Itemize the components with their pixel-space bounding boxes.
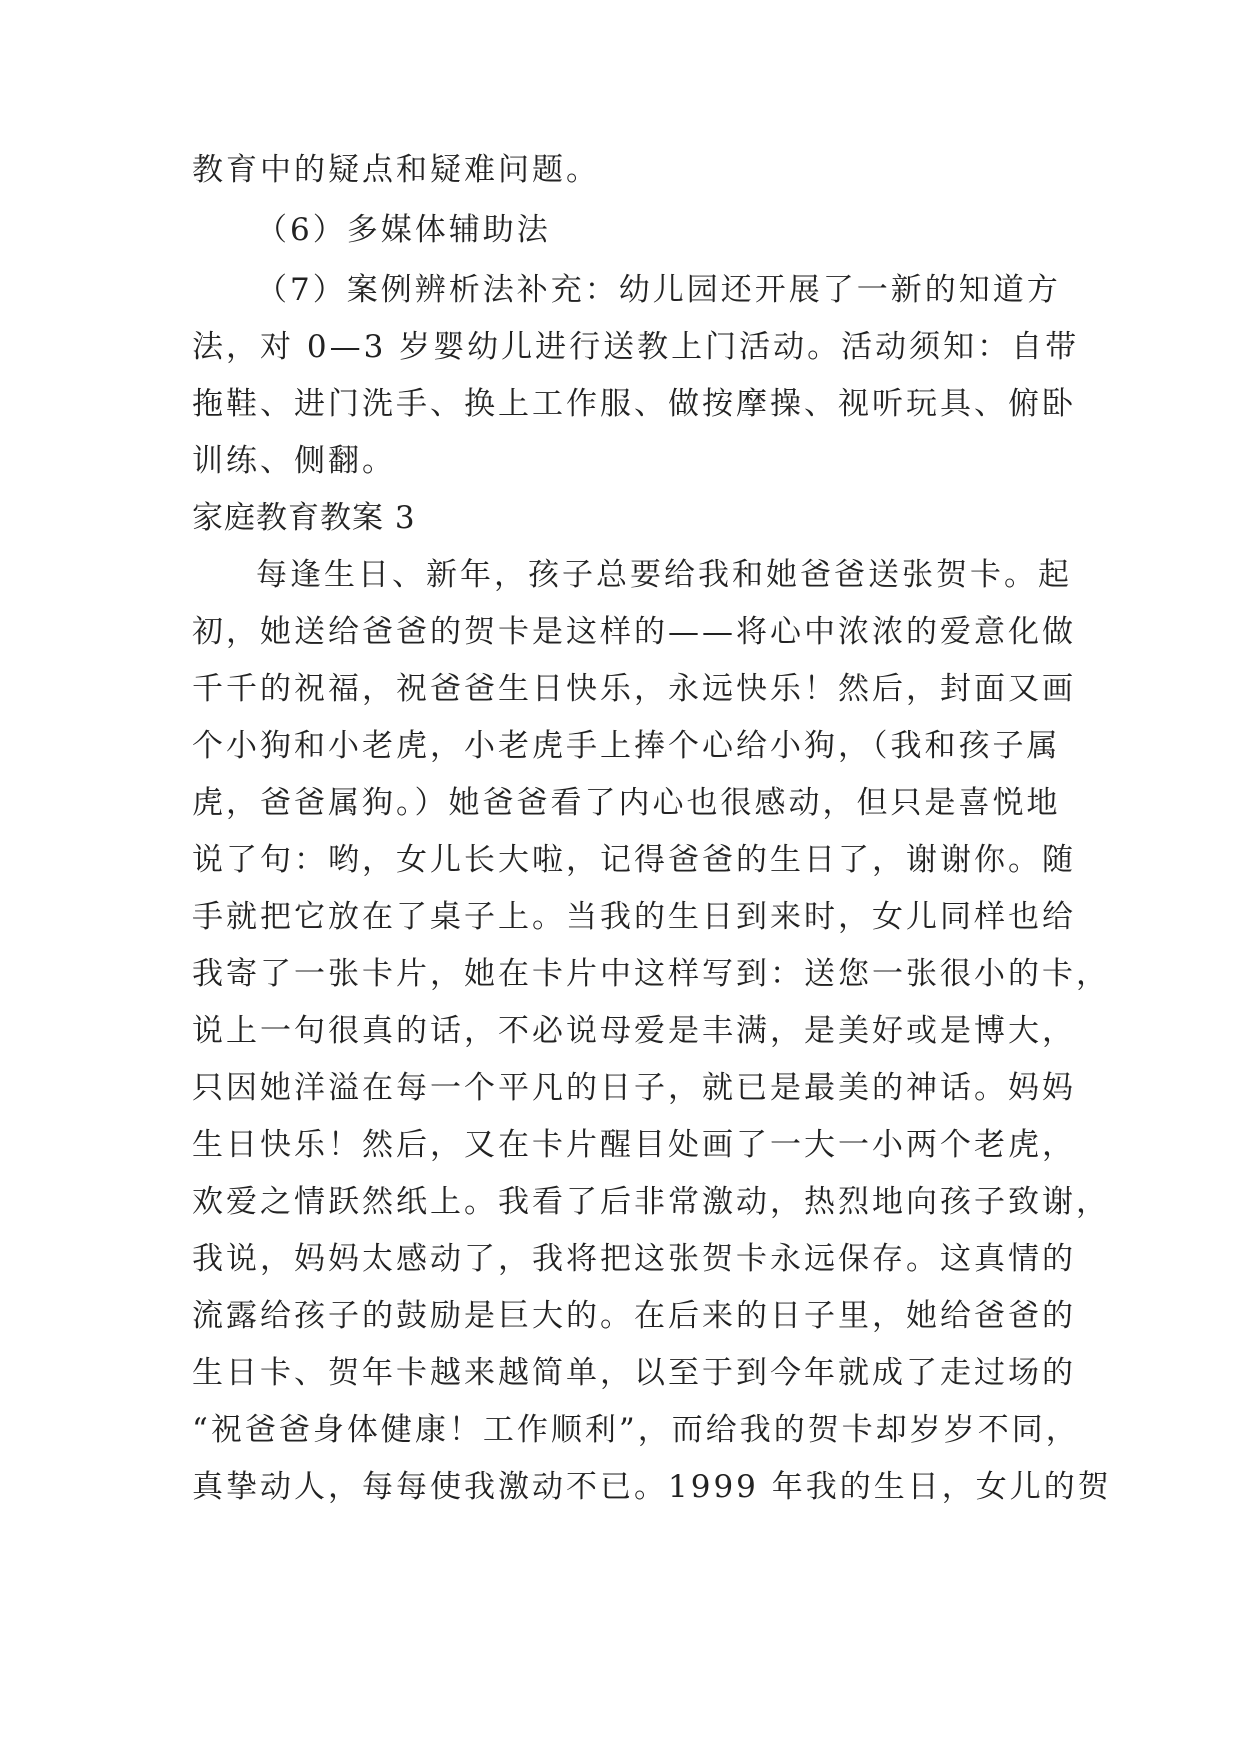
body-line: 千千的祝福，祝爸爸生日快乐，永远快乐！然后，封面又画 [192,671,1076,707]
body-line: 说了句：哟，女儿长大啦，记得爸爸的生日了，谢谢你。随 [192,842,1076,878]
body-line: “祝爸爸身体健康！工作顺利”，而给我的贺卡却岁岁不同， [192,1412,1080,1448]
body-line: 欢爱之情跃然纸上。我看了后非常激动，热烈地向孩子致谢， [192,1184,1110,1220]
body-line: 只因她洋溢在每一个平凡的日子，就已是最美的神话。妈妈 [192,1070,1076,1106]
paragraph-first-line: 每逢生日、新年，孩子总要给我和她爸爸送张贺卡。起 [256,557,1072,593]
body-line: 教育中的疑点和疑难问题。 [192,152,600,188]
body-line: 训练、侧翻。 [192,443,396,479]
body-line: 个小狗和小老虎，小老虎手上捧个心给小狗，（我和孩子属 [192,728,1061,764]
body-line: 说上一句很真的话，不必说母爱是丰满，是美好或是博大， [192,1013,1076,1049]
body-line: 拖鞋、进门洗手、换上工作服、做按摩操、视听玩具、俯卧 [192,386,1076,422]
list-item-7: （7）案例辨析法补充：幼儿园还开展了一新的知道方 [256,272,1061,308]
body-line: 真挚动人，每每使我激动不已。1999 年我的生日，女儿的贺 [192,1469,1112,1505]
section-heading: 家庭教育教案 3 [192,500,416,536]
body-line: 我寄了一张卡片，她在卡片中这样写到：送您一张很小的卡， [192,956,1110,992]
body-line: 生日卡、贺年卡越来越简单，以至于到今年就成了走过场的 [192,1355,1076,1391]
body-line: 初，她送给爸爸的贺卡是这样的——将心中浓浓的爱意化做 [192,614,1076,650]
body-line: 流露给孩子的鼓励是巨大的。在后来的日子里，她给爸爸的 [192,1298,1076,1334]
body-line: 生日快乐！然后，又在卡片醒目处画了一大一小两个老虎， [192,1127,1076,1163]
body-line: 法，对 0—3 岁婴幼儿进行送教上门活动。活动须知：自带 [192,329,1080,365]
body-line: 我说，妈妈太感动了，我将把这张贺卡永远保存。这真情的 [192,1241,1076,1277]
list-item-6: （6）多媒体辅助法 [256,212,551,248]
body-line: 手就把它放在了桌子上。当我的生日到来时，女儿同样也给 [192,899,1076,935]
body-line: 虎，爸爸属狗。）她爸爸看了内心也很感动，但只是喜悦地 [192,785,1061,821]
